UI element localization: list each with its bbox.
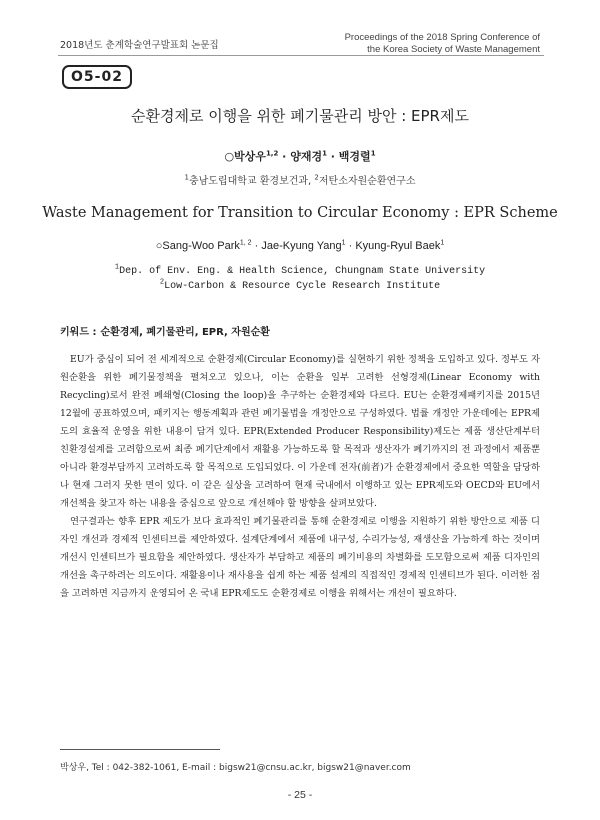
author-affiliation-number: 1 (322, 149, 327, 158)
author-separator: · (345, 240, 356, 252)
footnote-divider (60, 749, 220, 750)
author-affiliation-number: 1 (370, 149, 376, 158)
author-affiliation-number: 1 (440, 239, 445, 247)
abstract-paragraph: EU가 중심이 되어 전 세계적으로 순환경제(Circular Economy)를 실현하기 위한 정책을 도입하고 있다. 정부도 자원순환을 위한 폐기물정책을 펼쳐오고 있으나, 이는 순환을 일부 고려한 선형경제(Linear Economy with Recycling)로서 완전 폐쇄형(Closing the loop)을 추구하는 순환경제와 다르다. EU는 순환경제패키지를 2015년 12월에 공표하였으며, 패키지는 행동계획과 관련 폐기물법을 개정안으로 구성하였다. 법률 개정안 가운데에는 EPR제도의 효율적 운영을 위한 내용이 담겨 있다. EPR(Extended Producer Responsibility)제도는 제품 생산단계부터 친환경설계를 고려함으로써 최종 폐기단계에서 재활용 가능하도록 할 목적과 생산자가 폐기까지의 전 과정에서 제품뿐 아니라 환경부담까지 고려하도록 할 목적으로 도입되었다. 이 가운데 전자(前者)가 순환경제에서 중요한 역할을 담당하나 현재 그러지 못한 면이 있다. 이 같은 실상을 고려하여 현재 국내에서 이행하고 있는 EPR제도와 OECD와 EU에서 개선책을 찾고자 하는 내용을 중심으로 앞으로 개선해야 할 방향을 살펴보았다. (60, 354, 540, 509)
presenter-marker: ○ (155, 240, 163, 252)
author-name: 박상우 (234, 150, 266, 163)
author-separator: · (251, 240, 262, 252)
affiliation-text: 저탄소자원순환연구소 (318, 176, 416, 187)
corresponding-author-footnote: 박상우, Tel : 042-382-1061, E-mail : bigsw21@cnsu.ac.kr, bigsw21@naver.com (60, 763, 411, 773)
affiliation-line (0, 264, 600, 279)
session-badge: O5-02 (62, 65, 132, 89)
affiliation-number: 1 (114, 263, 120, 272)
author-affiliation-number: 1,2 (265, 149, 279, 158)
affiliation-number: 2 (314, 173, 319, 182)
author-name: Kyung-Ryul Baek (355, 240, 441, 252)
abstract-body (60, 351, 540, 603)
affiliation-text: Low-Carbon & Resource Cycle Research Institute (164, 281, 441, 292)
affiliation-number: 2 (159, 278, 165, 287)
abstract-paragraph: 연구결과는 향후 EPR 제도가 보다 효과적인 폐기물관리를 통해 순환경제로 이행을 지원하기 위한 방안으로 제품 디자인 개선과 경제적 인센티브를 제안하였다. 설계단계에서 제품에 내구성, 수리가능성, 재생산을 가능하게 하는 것이며 개선시 인센티브가 필요함을 제안하였다. 생산자가 부담하고 제품의 폐기비용의 차별화를 도모함으로써 제품 디자인의 개선을 촉구하려는 의도이다. 재활용이나 재사용을 쉽게 하는 제품 설계의 직접적인 경제적 인센티브가 된다. 이러한 점을 고려하면 지금까지 운영되어 온 국내 EPR제도도 순환경제로 이행을 위해서는 개선이 필요하다. (60, 516, 540, 599)
presenter-marker: ○ (224, 150, 235, 163)
author-affiliation-number: 1, 2 (239, 239, 252, 247)
page-number: - 25 - (287, 789, 313, 801)
running-header-right-line2: the Korea Society of Waste Management (367, 44, 540, 55)
paper-title-english: Waste Management for Transition to Circular Economy : EPR Scheme (42, 205, 558, 221)
author-affiliation-number: 1 (341, 239, 346, 247)
author-separator: · (278, 150, 291, 163)
running-header-right-line1: Proceedings of the 2018 Spring Conference of (344, 32, 540, 43)
affiliation-text: 충남도립대학교 환경보건과, (188, 176, 312, 187)
authors-english (0, 240, 600, 252)
header-divider (58, 55, 544, 56)
keywords-values: 순환경제, 폐기물관리, EPR, 자원순환 (100, 327, 270, 338)
affiliations-english (0, 264, 600, 294)
affiliation-number: 1 (184, 173, 189, 182)
running-header-left: 2018년도 춘계학술연구발표회 논문집 (60, 40, 219, 51)
authors-korean (0, 148, 600, 164)
paper-title-korean: 순환경제로 이행을 위한 폐기물관리 방안 : EPR제도 (131, 107, 469, 125)
author-name: Jae-Kyung Yang (261, 240, 342, 252)
author-name: Sang-Woo Park (162, 240, 240, 252)
affiliations-korean (0, 172, 600, 187)
author-separator: · (326, 150, 339, 163)
keywords (60, 323, 270, 338)
running-header-right (280, 32, 540, 56)
affiliation-line (0, 279, 600, 294)
keywords-label: 키워드 : (60, 327, 97, 338)
affiliation-text: Dep. of Env. Eng. & Health Science, Chungnam State University (119, 266, 486, 277)
author-name: 양재경 (290, 150, 323, 163)
author-name: 백경렬 (338, 150, 371, 163)
